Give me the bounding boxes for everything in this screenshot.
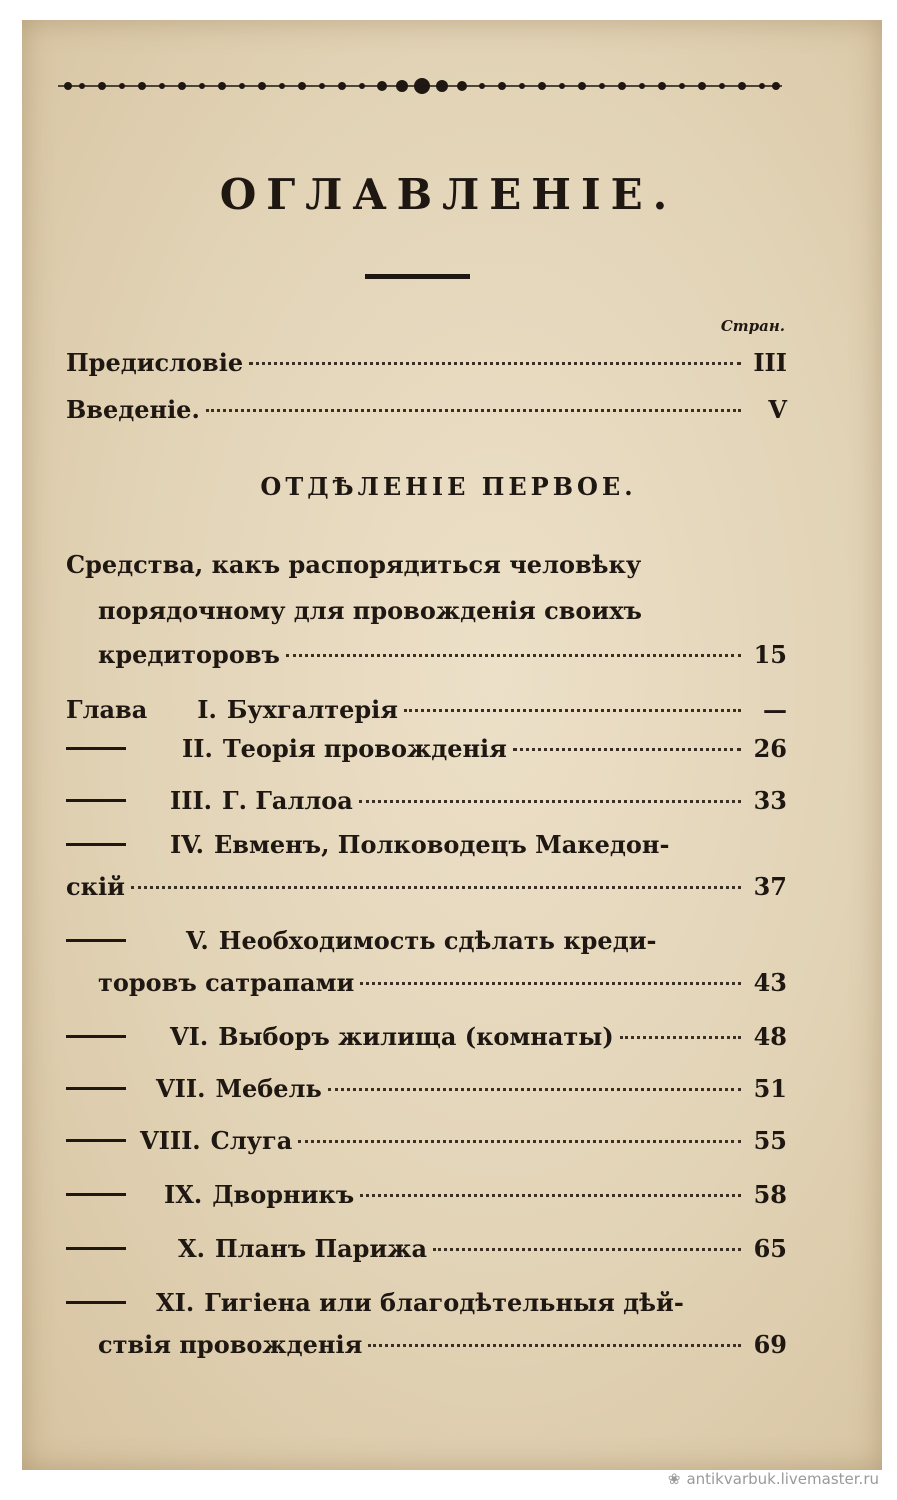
entry-label: Введеніе.	[66, 395, 200, 424]
dot-leader	[433, 1248, 741, 1251]
toc-chapter-5-line1	[66, 926, 656, 955]
chapter-title: Бухгалтерія	[226, 695, 399, 724]
chapter-title: Выборъ жилища (комнаты)	[218, 1022, 614, 1051]
chapter-title-continued: ствія провожденія	[98, 1330, 363, 1359]
toc-chapter-3	[66, 786, 787, 815]
chapter-title: Мебель	[215, 1074, 322, 1103]
toc-entry-introduction	[66, 395, 787, 424]
chapter-dash	[66, 1139, 126, 1142]
chapter-title: Дворникъ	[212, 1180, 355, 1209]
dot-leader	[620, 1036, 741, 1039]
toc-chapter-11-line1	[66, 1288, 684, 1317]
dot-leader	[131, 886, 741, 889]
chapter-dash	[66, 1247, 126, 1250]
chapter-number: VIII.	[140, 1126, 201, 1155]
entry-label: кредиторовъ	[98, 640, 280, 669]
toc-chapter-11-line2	[98, 1330, 787, 1359]
chapter-number: XI.	[156, 1288, 195, 1317]
entry-page: III	[753, 348, 787, 377]
intro-line-1: Средства, какъ распорядиться человѣку	[66, 550, 642, 579]
entry-page: —	[763, 695, 787, 724]
chapter-number: VII.	[156, 1074, 206, 1103]
chapter-dash	[66, 747, 126, 750]
toc-chapter-7	[66, 1074, 787, 1103]
toc-chapter-8	[66, 1126, 787, 1155]
chapter-title: Г. Галлоа	[222, 786, 353, 815]
entry-page: 26	[753, 734, 787, 763]
toc-entry-intro	[98, 640, 787, 669]
entry-page: 33	[753, 786, 787, 815]
entry-page: 43	[753, 968, 787, 997]
chapter-dash	[66, 1193, 126, 1196]
dot-leader	[360, 1194, 741, 1197]
toc-chapter-9	[66, 1180, 787, 1209]
flower-icon: ❀	[667, 1470, 681, 1488]
title-rule	[365, 274, 470, 279]
page-column-label: Стран.	[720, 317, 785, 335]
entry-page: 15	[753, 640, 787, 669]
chapter-number: X.	[178, 1234, 205, 1263]
chapter-number: II.	[182, 734, 213, 763]
dot-leader	[328, 1088, 741, 1091]
entry-label: Предисловіе	[66, 348, 244, 377]
dot-leader	[206, 409, 741, 412]
toc-chapter-4-line1	[66, 830, 669, 859]
chapter-number: IX.	[164, 1180, 203, 1209]
entry-page: 55	[753, 1126, 787, 1155]
chapter-title-continued: торовъ сатрапами	[98, 968, 355, 997]
entry-page: 58	[753, 1180, 787, 1209]
chapter-title: Необходимость сдѣлать креди-	[218, 926, 657, 955]
chapter-dash	[66, 939, 126, 942]
entry-page: 48	[753, 1022, 787, 1051]
chapter-number: III.	[170, 786, 213, 815]
dot-leader	[368, 1344, 741, 1347]
chapter-number: IV.	[170, 830, 205, 859]
dot-leader	[359, 800, 741, 803]
toc-chapter-2	[66, 734, 787, 763]
chapter-dash	[66, 1087, 126, 1090]
chapter-number: VI.	[170, 1022, 209, 1051]
chapter-title: Евменъ, Полководецъ Македон-	[214, 830, 670, 859]
toc-chapter-6	[66, 1022, 787, 1051]
chapter-title: Слуга	[210, 1126, 293, 1155]
entry-page: 37	[753, 872, 787, 901]
dot-leader	[298, 1140, 741, 1143]
entry-page: 65	[753, 1234, 787, 1263]
dot-leader	[360, 982, 741, 985]
toc-chapter-4-line2	[66, 872, 787, 901]
entry-page: 51	[753, 1074, 787, 1103]
dot-leader	[249, 362, 741, 365]
chapter-dash	[66, 843, 126, 846]
toc-chapter-10	[66, 1234, 787, 1263]
intro-line-2: порядочному для провожденія своихъ	[98, 596, 642, 625]
chapter-title-continued: скій	[66, 872, 125, 901]
ornamental-border	[58, 64, 782, 104]
chapter-dash	[66, 1301, 126, 1304]
chapter-title: Теорія провожденія	[222, 734, 507, 763]
dot-leader	[513, 748, 741, 751]
chapter-title: Планъ Парижа	[214, 1234, 428, 1263]
dot-leader	[286, 654, 741, 657]
dot-leader	[404, 709, 741, 712]
chapter-dash	[66, 799, 126, 802]
toc-chapter-5-line2	[98, 968, 787, 997]
entry-page: 69	[753, 1330, 787, 1359]
chapter-title: Гигіена или благодѣтельныя дѣй-	[204, 1288, 684, 1317]
chapter-prefix: Глава	[66, 695, 148, 724]
chapter-number: I.	[197, 695, 217, 724]
watermark	[668, 1470, 879, 1488]
page-title: ОГЛАВЛЕНІЕ.	[219, 170, 678, 219]
chapter-number: V.	[186, 926, 209, 955]
toc-chapter-1	[66, 695, 787, 724]
entry-page: V	[768, 395, 787, 424]
toc-entry-preface	[66, 348, 787, 377]
section-title: ОТДѢЛЕНІЕ ПЕРВОЕ.	[260, 472, 637, 501]
chapter-dash	[66, 1035, 126, 1038]
watermark-text: antikvarbuk.livemaster.ru	[686, 1470, 879, 1488]
